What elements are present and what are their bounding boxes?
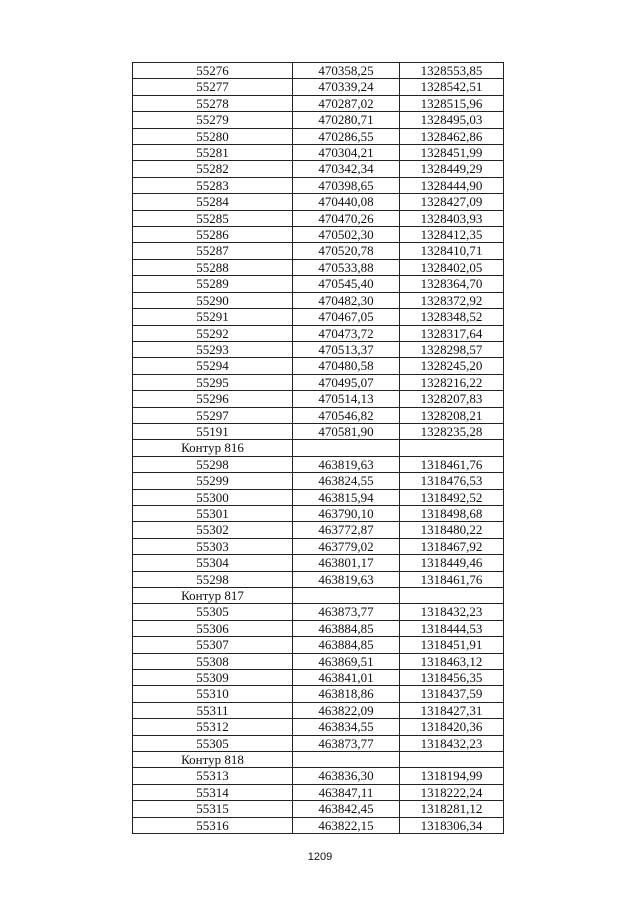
- x-coordinate-cell: 470342,34: [293, 161, 400, 177]
- table-row: [133, 391, 504, 407]
- y-coordinate-cell: 1318194,99: [400, 768, 504, 784]
- point-number-cell: 55308: [133, 653, 293, 669]
- table-row: [133, 161, 504, 177]
- table-row: [133, 341, 504, 357]
- y-coordinate-cell: 1328427,09: [400, 194, 504, 210]
- x-coordinate-cell: 470545,40: [293, 276, 400, 292]
- page-number: 1209: [307, 851, 333, 863]
- table-row: [133, 227, 504, 243]
- point-number-cell: 55305: [133, 735, 293, 751]
- table-row: [133, 653, 504, 669]
- y-coordinate-cell: 1318461,76: [400, 456, 504, 472]
- y-coordinate-cell: 1328412,35: [400, 227, 504, 243]
- point-number-cell: 55286: [133, 227, 293, 243]
- x-coordinate-cell: 463884,85: [293, 637, 400, 653]
- y-coordinate-cell: 1328462,86: [400, 128, 504, 144]
- point-number-cell: 55303: [133, 538, 293, 554]
- point-number-cell: 55310: [133, 686, 293, 702]
- table-row: [133, 784, 504, 800]
- y-coordinate-cell: [400, 440, 504, 456]
- y-coordinate-cell: 1328444,90: [400, 177, 504, 193]
- y-coordinate-cell: 1328449,29: [400, 161, 504, 177]
- table-row: [133, 374, 504, 390]
- x-coordinate-cell: 470546,82: [293, 407, 400, 423]
- point-number-cell: 55291: [133, 309, 293, 325]
- x-coordinate-cell: 470339,24: [293, 79, 400, 95]
- x-coordinate-cell: 463790,10: [293, 505, 400, 521]
- y-coordinate-cell: 1318281,12: [400, 801, 504, 817]
- table-row: [133, 637, 504, 653]
- y-coordinate-cell: 1328403,93: [400, 210, 504, 226]
- point-number-cell: 55302: [133, 522, 293, 538]
- point-number-cell: 55299: [133, 473, 293, 489]
- table-row: [133, 259, 504, 275]
- coordinates-table: [132, 62, 504, 834]
- table-row: [133, 719, 504, 735]
- y-coordinate-cell: 1318456,35: [400, 670, 504, 686]
- table-row: [133, 473, 504, 489]
- point-number-cell: 55278: [133, 95, 293, 111]
- x-coordinate-cell: 470286,55: [293, 128, 400, 144]
- table-row: [133, 79, 504, 95]
- x-coordinate-cell: 470520,78: [293, 243, 400, 259]
- point-number-cell: 55290: [133, 292, 293, 308]
- table-row: [133, 702, 504, 718]
- x-coordinate-cell: 470304,21: [293, 145, 400, 161]
- point-number-cell: 55283: [133, 177, 293, 193]
- table-row: [133, 63, 504, 79]
- x-coordinate-cell: 463873,77: [293, 604, 400, 620]
- contour-header-row: [133, 752, 504, 768]
- y-coordinate-cell: 1328348,52: [400, 309, 504, 325]
- point-number-cell: 55305: [133, 604, 293, 620]
- table-row: [133, 571, 504, 587]
- point-number-cell: 55276: [133, 63, 293, 79]
- x-coordinate-cell: 463824,55: [293, 473, 400, 489]
- table-row: [133, 670, 504, 686]
- point-number-cell: 55287: [133, 243, 293, 259]
- y-coordinate-cell: [400, 752, 504, 768]
- x-coordinate-cell: 470473,72: [293, 325, 400, 341]
- y-coordinate-cell: 1318449,46: [400, 555, 504, 571]
- table-row: [133, 177, 504, 193]
- table-row: [133, 604, 504, 620]
- x-coordinate-cell: 470502,30: [293, 227, 400, 243]
- x-coordinate-cell: 470495,07: [293, 374, 400, 390]
- y-coordinate-cell: 1318432,23: [400, 604, 504, 620]
- point-number-cell: 55294: [133, 358, 293, 374]
- x-coordinate-cell: 470358,25: [293, 63, 400, 79]
- y-coordinate-cell: 1328372,92: [400, 292, 504, 308]
- y-coordinate-cell: 1328317,64: [400, 325, 504, 341]
- x-coordinate-cell: 463841,01: [293, 670, 400, 686]
- x-coordinate-cell: 463847,11: [293, 784, 400, 800]
- point-number-cell: 55316: [133, 817, 293, 833]
- point-number-cell: 55280: [133, 128, 293, 144]
- point-number-cell: 55282: [133, 161, 293, 177]
- table-row: [133, 292, 504, 308]
- point-number-cell: 55288: [133, 259, 293, 275]
- x-coordinate-cell: 463819,63: [293, 571, 400, 587]
- point-number-cell: 55277: [133, 79, 293, 95]
- y-coordinate-cell: 1318222,24: [400, 784, 504, 800]
- y-coordinate-cell: 1328298,57: [400, 341, 504, 357]
- y-coordinate-cell: 1318451,91: [400, 637, 504, 653]
- table-row: [133, 128, 504, 144]
- point-number-cell: Контур 816: [133, 440, 293, 456]
- y-coordinate-cell: 1318432,23: [400, 735, 504, 751]
- table-row: [133, 407, 504, 423]
- table-row: [133, 358, 504, 374]
- table-row: [133, 489, 504, 505]
- x-coordinate-cell: 470287,02: [293, 95, 400, 111]
- y-coordinate-cell: [400, 588, 504, 604]
- y-coordinate-cell: 1328495,03: [400, 112, 504, 128]
- point-number-cell: 55312: [133, 719, 293, 735]
- y-coordinate-cell: 1328208,21: [400, 407, 504, 423]
- y-coordinate-cell: 1328245,20: [400, 358, 504, 374]
- point-number-cell: 55301: [133, 505, 293, 521]
- point-number-cell: 55315: [133, 801, 293, 817]
- table-row: [133, 112, 504, 128]
- x-coordinate-cell: 470482,30: [293, 292, 400, 308]
- x-coordinate-cell: 470470,26: [293, 210, 400, 226]
- table-row: [133, 620, 504, 636]
- table-row: [133, 801, 504, 817]
- x-coordinate-cell: 470467,05: [293, 309, 400, 325]
- x-coordinate-cell: [293, 752, 400, 768]
- point-number-cell: 55304: [133, 555, 293, 571]
- point-number-cell: 55311: [133, 702, 293, 718]
- point-number-cell: 55284: [133, 194, 293, 210]
- x-coordinate-cell: 463772,87: [293, 522, 400, 538]
- x-coordinate-cell: 463836,30: [293, 768, 400, 784]
- x-coordinate-cell: [293, 588, 400, 604]
- contour-header-row: [133, 440, 504, 456]
- y-coordinate-cell: 1318467,92: [400, 538, 504, 554]
- x-coordinate-cell: 463818,86: [293, 686, 400, 702]
- point-number-cell: Контур 817: [133, 588, 293, 604]
- y-coordinate-cell: 1318498,68: [400, 505, 504, 521]
- y-coordinate-cell: 1328553,85: [400, 63, 504, 79]
- point-number-cell: 55295: [133, 374, 293, 390]
- point-number-cell: 55297: [133, 407, 293, 423]
- point-number-cell: 55289: [133, 276, 293, 292]
- point-number-cell: 55313: [133, 768, 293, 784]
- y-coordinate-cell: 1318444,53: [400, 620, 504, 636]
- table-row: [133, 522, 504, 538]
- contour-header-row: [133, 588, 504, 604]
- table-row: [133, 276, 504, 292]
- table-row: [133, 325, 504, 341]
- x-coordinate-cell: 463822,15: [293, 817, 400, 833]
- point-number-cell: 55281: [133, 145, 293, 161]
- coordinates-table-body: [133, 63, 504, 834]
- y-coordinate-cell: 1328410,71: [400, 243, 504, 259]
- x-coordinate-cell: 463834,55: [293, 719, 400, 735]
- y-coordinate-cell: 1328364,70: [400, 276, 504, 292]
- x-coordinate-cell: 463822,09: [293, 702, 400, 718]
- x-coordinate-cell: [293, 440, 400, 456]
- x-coordinate-cell: 470480,58: [293, 358, 400, 374]
- y-coordinate-cell: 1318427,31: [400, 702, 504, 718]
- table-row: [133, 505, 504, 521]
- point-number-cell: 55285: [133, 210, 293, 226]
- x-coordinate-cell: 463842,45: [293, 801, 400, 817]
- table-row: [133, 210, 504, 226]
- point-number-cell: 55296: [133, 391, 293, 407]
- y-coordinate-cell: 1318492,52: [400, 489, 504, 505]
- y-coordinate-cell: 1328542,51: [400, 79, 504, 95]
- y-coordinate-cell: 1328207,83: [400, 391, 504, 407]
- x-coordinate-cell: 470398,65: [293, 177, 400, 193]
- table-row: [133, 768, 504, 784]
- y-coordinate-cell: 1318420,36: [400, 719, 504, 735]
- y-coordinate-cell: 1328216,22: [400, 374, 504, 390]
- table-row: [133, 456, 504, 472]
- table-row: [133, 194, 504, 210]
- table-row: [133, 555, 504, 571]
- point-number-cell: 55292: [133, 325, 293, 341]
- point-number-cell: 55300: [133, 489, 293, 505]
- table-row: [133, 686, 504, 702]
- point-number-cell: 55306: [133, 620, 293, 636]
- point-number-cell: 55279: [133, 112, 293, 128]
- x-coordinate-cell: 470513,37: [293, 341, 400, 357]
- table-row: [133, 423, 504, 439]
- point-number-cell: 55191: [133, 423, 293, 439]
- x-coordinate-cell: 470280,71: [293, 112, 400, 128]
- table-row: [133, 538, 504, 554]
- y-coordinate-cell: 1318476,53: [400, 473, 504, 489]
- x-coordinate-cell: 463779,02: [293, 538, 400, 554]
- x-coordinate-cell: 463884,85: [293, 620, 400, 636]
- y-coordinate-cell: 1318463,12: [400, 653, 504, 669]
- y-coordinate-cell: 1328515,96: [400, 95, 504, 111]
- table-row: [133, 145, 504, 161]
- x-coordinate-cell: 470440,08: [293, 194, 400, 210]
- point-number-cell: Контур 818: [133, 752, 293, 768]
- x-coordinate-cell: 463869,51: [293, 653, 400, 669]
- point-number-cell: 55298: [133, 456, 293, 472]
- point-number-cell: 55307: [133, 637, 293, 653]
- table-row: [133, 735, 504, 751]
- table-row: [133, 817, 504, 833]
- x-coordinate-cell: 463801,17: [293, 555, 400, 571]
- y-coordinate-cell: 1328235,28: [400, 423, 504, 439]
- y-coordinate-cell: 1328402,05: [400, 259, 504, 275]
- x-coordinate-cell: 470514,13: [293, 391, 400, 407]
- table-row: [133, 243, 504, 259]
- x-coordinate-cell: 463819,63: [293, 456, 400, 472]
- x-coordinate-cell: 463815,94: [293, 489, 400, 505]
- x-coordinate-cell: 470581,90: [293, 423, 400, 439]
- x-coordinate-cell: 470533,88: [293, 259, 400, 275]
- y-coordinate-cell: 1318437,59: [400, 686, 504, 702]
- table-row: [133, 95, 504, 111]
- y-coordinate-cell: 1318480,22: [400, 522, 504, 538]
- table-row: [133, 309, 504, 325]
- point-number-cell: 55309: [133, 670, 293, 686]
- point-number-cell: 55298: [133, 571, 293, 587]
- point-number-cell: 55293: [133, 341, 293, 357]
- x-coordinate-cell: 463873,77: [293, 735, 400, 751]
- y-coordinate-cell: 1328451,99: [400, 145, 504, 161]
- y-coordinate-cell: 1318306,34: [400, 817, 504, 833]
- point-number-cell: 55314: [133, 784, 293, 800]
- y-coordinate-cell: 1318461,76: [400, 571, 504, 587]
